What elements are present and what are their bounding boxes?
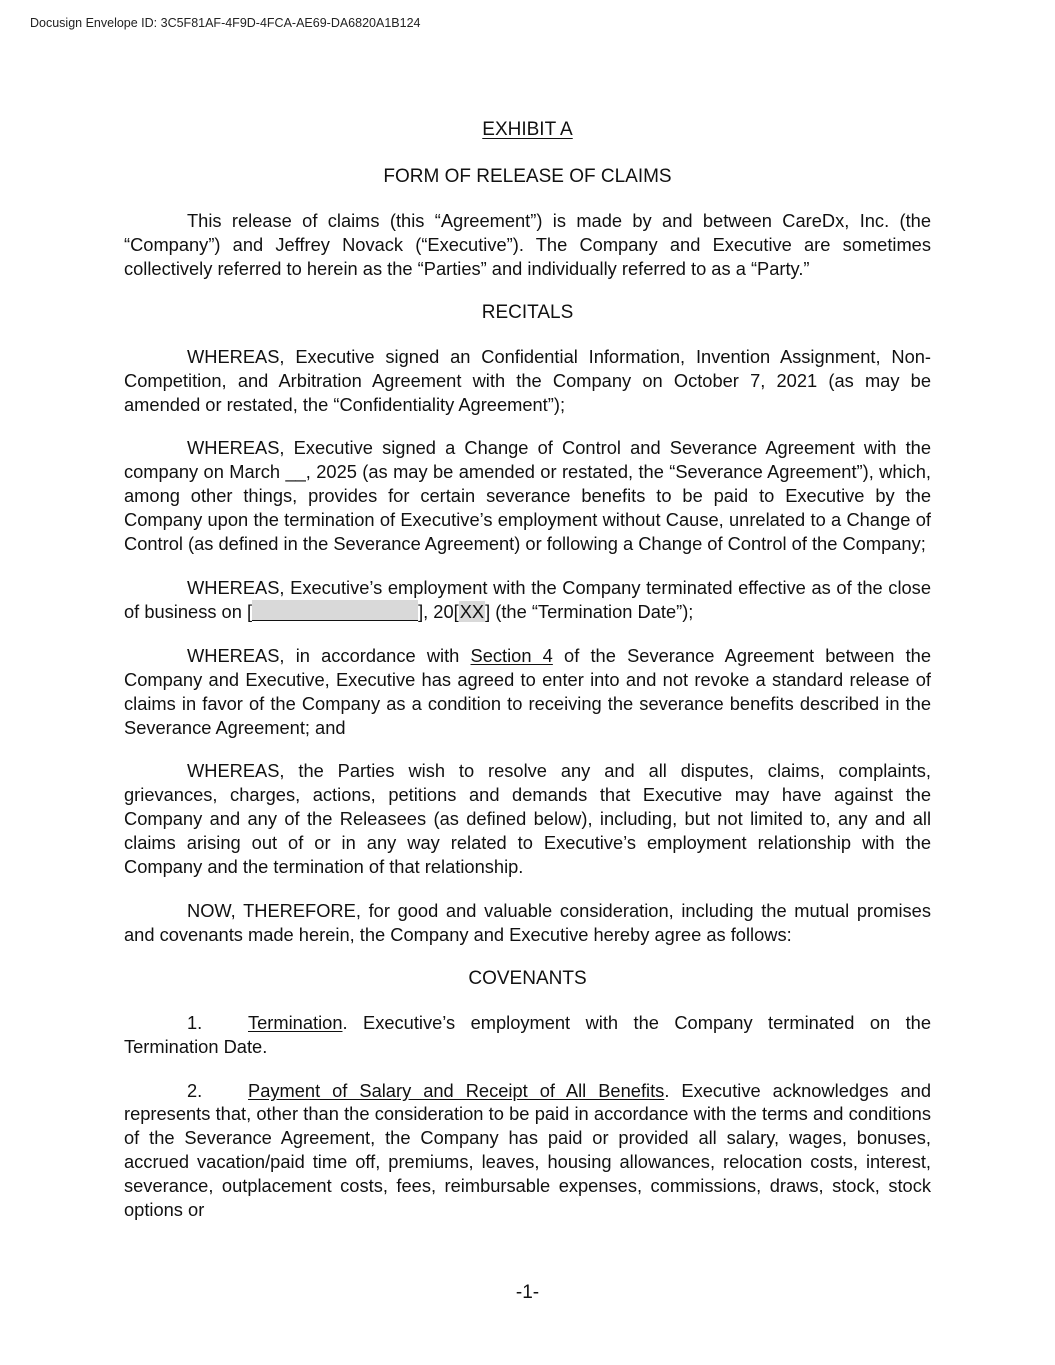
recital-section-4-text-1: WHEREAS, in accordance with — [187, 644, 471, 666]
recital-termination-text-3: ] (the “Termination Date”); — [485, 600, 694, 622]
covenant-payment — [124, 1079, 931, 1222]
recital-termination-date — [124, 576, 931, 624]
termination-date-field[interactable] — [252, 600, 418, 621]
recitals-heading: RECITALS — [481, 301, 574, 323]
covenant-termination — [124, 1011, 931, 1059]
covenant-2-number: 2. — [187, 1079, 203, 1101]
recital-section-4 — [124, 644, 931, 740]
year-placeholder-field[interactable]: XX — [459, 600, 485, 622]
recital-disputes: WHEREAS, the Parties wish to resolve any and all disputes, claims, complaints, grievances, charges, actions, petitions and demands that Executive may have against the Company and any of the Releasees (as defined below), including, but not limited to, any and all claims arising out of or in any way related to Executive’s employment relationship with the Company and the termination of that relationship. — [124, 760, 931, 878]
exhibit-heading: EXHIBIT A — [482, 119, 573, 140]
covenant-1-title: Termination — [248, 1011, 343, 1033]
docusign-envelope-id: Docusign Envelope ID: 3C5F81AF-4F9D-4FCA-AE69-DA6820A1B124 — [30, 16, 421, 30]
covenant-1-number: 1. — [187, 1011, 203, 1033]
covenant-2-title: Payment of Salary and Receipt of All Benefits — [248, 1079, 665, 1101]
recital-termination-text-1: WHEREAS, Executive’s employment with the Company terminated effective as of the close of business on [ — [124, 576, 931, 622]
covenant-1-text: . Executive’s employment with the Company terminated on the Termination Date. — [124, 1011, 931, 1057]
section-4-reference: Section 4 — [470, 644, 553, 666]
covenant-2-text: . Executive acknowledges and represents that, other than the consideration to be paid in accordance with the terms and conditions of the Severance Agreement, the Company has paid or provided all salary, wages, bonuses, accrued vacation/paid time off, premiums, leaves, housing allowances, relocation costs, interest, severance, outplacement costs, fees, reimbursable expenses, commissions, draws, stock, stock options or — [124, 1079, 932, 1221]
recital-section-4-text-2: of the Severance Agreement between the Company and Executive, Executive has agreed to enter into and not revoke a standard release of claims in favor of the Company as a condition to receiving the severance benefits described in the Severance Agreement; and — [124, 644, 931, 738]
page-number: -1- — [515, 1282, 540, 1303]
recital-termination-text-2: ], 20[ — [418, 600, 459, 622]
document-page — [124, 118, 931, 1242]
covenants-heading: COVENANTS — [468, 967, 587, 989]
intro-paragraph: This release of claims (this “Agreement”) is made by and between CareDx, Inc. (the “Company”) and Jeffrey Novack (“Executive”). The Company and Executive are sometimes collectively referred to herein as the “Parties” and individually referred to as a “Party.” — [124, 210, 931, 279]
recital-now-therefore: NOW, THEREFORE, for good and valuable consideration, including the mutual promises and covenants made herein, the Company and Executive hereby agree as follows: — [124, 899, 931, 945]
recital-confidentiality: WHEREAS, Executive signed an Confidential Information, Invention Assignment, Non-Competition, and Arbitration Agreement with the Company on October 7, 2021 (as may be amended or restated, the “Confidentiality Agreement”); — [124, 345, 931, 415]
form-title: FORM OF RELEASE OF CLAIMS — [383, 166, 672, 187]
recital-severance: WHEREAS, Executive signed a Change of Control and Severance Agreement with the company on March __, 2025 (as may be amended or restated, the “Severance Agreement”), which, among other things, provides for certain severance benefits to be paid to Executive by the Company upon the termination of Executive’s employment without Cause, unrelated to a Change of Control (as defined in the Severance Agreement) or following a Change of Control of the Company; — [124, 437, 931, 555]
